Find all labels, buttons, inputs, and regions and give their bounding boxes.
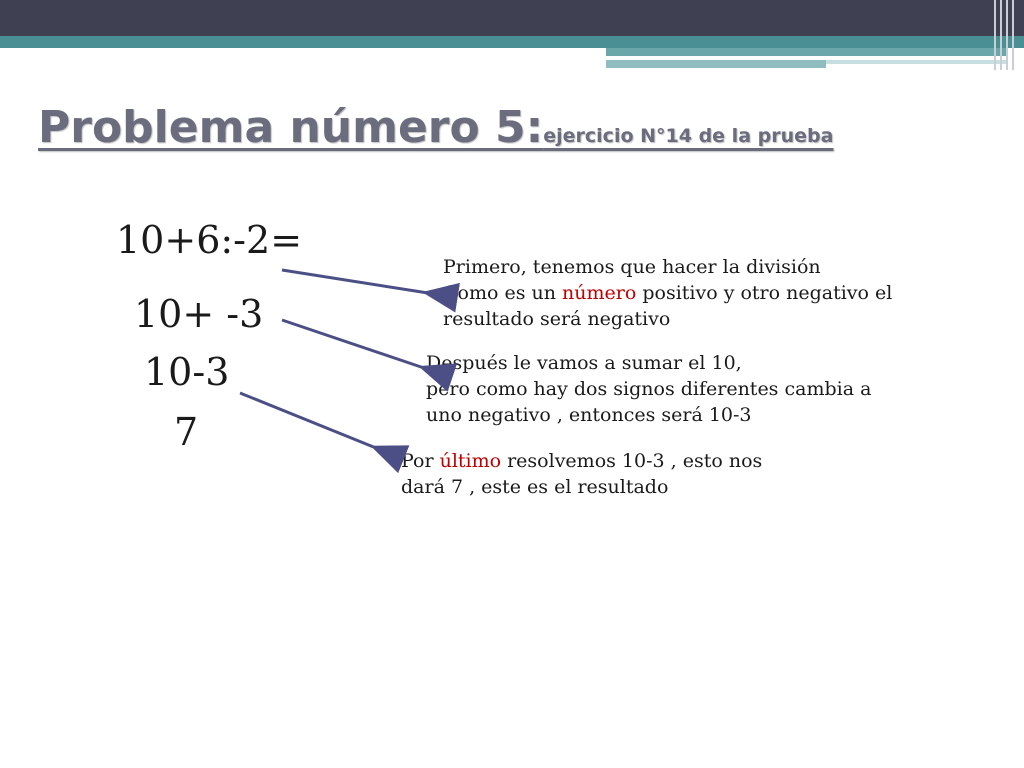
note-line: Después le vamos a sumar el 10, bbox=[426, 352, 742, 374]
arrow-3 bbox=[240, 393, 376, 448]
note-line: Por último resolvemos 10-3 , esto nos bbox=[401, 450, 763, 472]
arrow-2 bbox=[282, 320, 424, 368]
step-4: 7 bbox=[174, 410, 199, 454]
step-2: 10+ -3 bbox=[134, 292, 264, 336]
note-line: resultado será negativo bbox=[443, 308, 671, 330]
note-line: pero como hay dos signos diferentes cambia a bbox=[426, 378, 872, 400]
note-line: dará 7 , este es el resultado bbox=[401, 476, 669, 498]
note-line: uno negativo , entonces será 10-3 bbox=[426, 404, 752, 426]
title-main: Problema número 5: bbox=[38, 102, 544, 153]
step-1: 10+6:-2= bbox=[116, 218, 303, 262]
note-line: Como es un número positivo y otro negativo el bbox=[443, 282, 893, 304]
note-line: Primero, tenemos que hacer la división bbox=[443, 256, 821, 278]
arrow-1 bbox=[282, 270, 428, 293]
title-subtitle: ejercicio N°14 de la prueba bbox=[543, 125, 834, 147]
highlight-word: último bbox=[439, 450, 502, 472]
step-3: 10-3 bbox=[144, 350, 230, 394]
highlight-word: número bbox=[562, 282, 637, 304]
